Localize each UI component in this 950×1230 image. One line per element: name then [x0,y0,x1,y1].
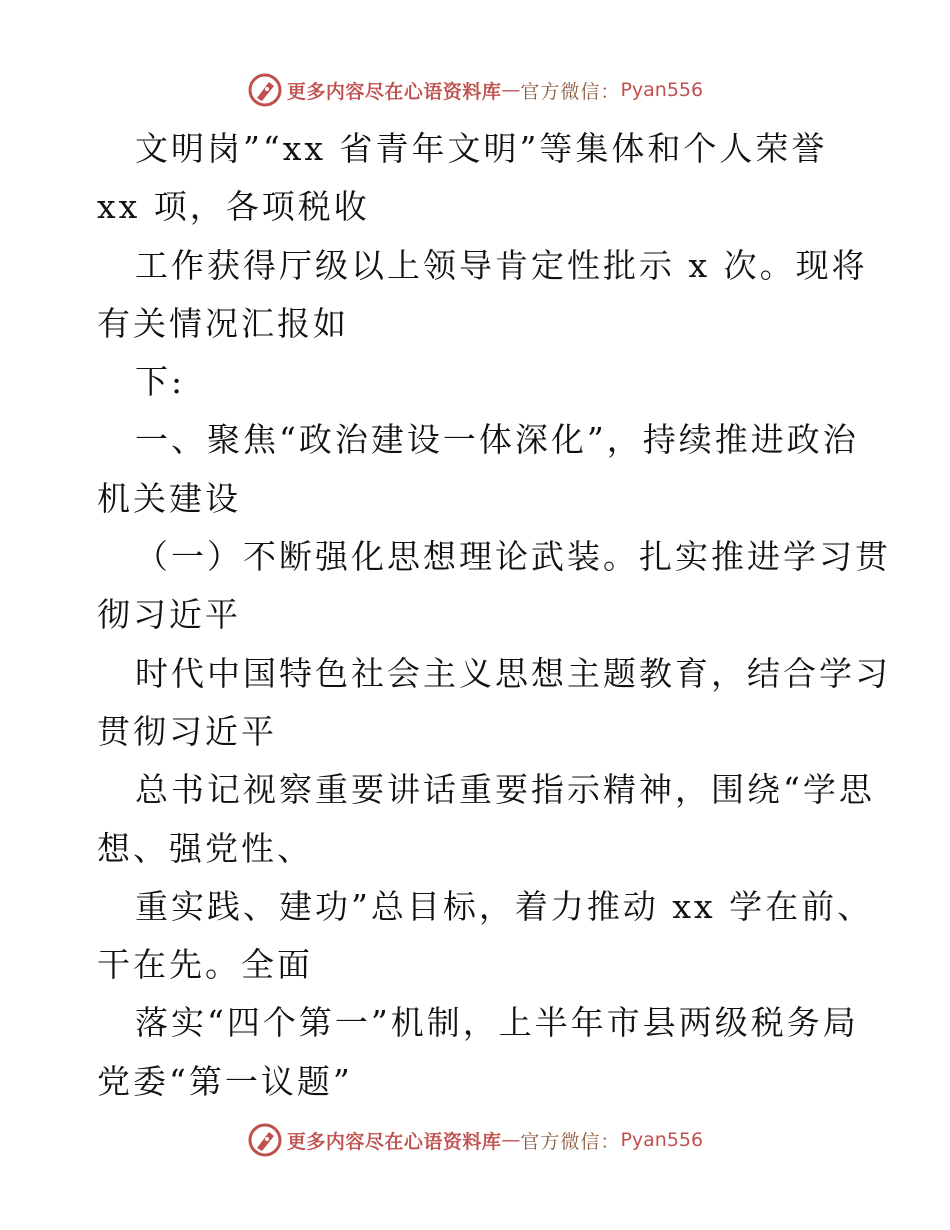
watermark-main-text: 更多内容尽在心语资料库 [286,80,502,103]
watermark-wechat-label: 官方微信： [520,1130,621,1153]
body-line: 重实践、建功”总目标，着力推动 xx 学在前、 [135,886,874,926]
watermark-banner-bottom [0,1120,950,1160]
document-body [97,120,891,1111]
watermark-wechat-label: 官方微信： [520,80,621,103]
section-heading-continued: 机关建设 [97,478,241,518]
pen-nib-circle-icon [247,72,283,108]
section-heading: 一、聚焦“政治建设一体深化”，持续推进政治 [135,420,859,460]
body-line: 干在先。全面 [97,945,313,985]
body-line: xx 项，各项税收 [97,187,370,227]
watermark-wechat-id: Pyan556 [620,1129,704,1151]
watermark-dash: — [501,79,521,101]
body-line: 有关情况汇报如 [97,303,349,343]
watermark-wechat-id: Pyan556 [620,79,704,101]
body-line: 想、强党性、 [97,828,313,868]
subsection-heading: （一）不断强化思想理论武装。扎实推进学习贯 [135,537,891,577]
body-line: 工作获得厅级以上领导肯定性批示 x 次。现将 [135,245,868,285]
body-line: 贯彻习近平 [97,711,277,751]
watermark-banner-top [0,70,950,110]
body-line: 彻习近平 [97,595,241,635]
body-line: 下: [135,362,186,402]
body-line: 党委“第一议题” [97,1061,353,1101]
body-line: 时代中国特色社会主义思想主题教育，结合学习 [135,653,891,693]
watermark-dash: — [501,1129,521,1151]
body-line: 总书记视察重要讲话重要指示精神，围绕“学思 [135,770,875,810]
pen-nib-circle-icon [247,1122,283,1158]
watermark-main-text: 更多内容尽在心语资料库 [286,1130,502,1153]
body-line: 落实“四个第一”机制，上半年市县两级税务局 [135,1003,859,1043]
body-line: 文明岗”“xx 省青年文明”等集体和个人荣誉 [135,129,828,168]
